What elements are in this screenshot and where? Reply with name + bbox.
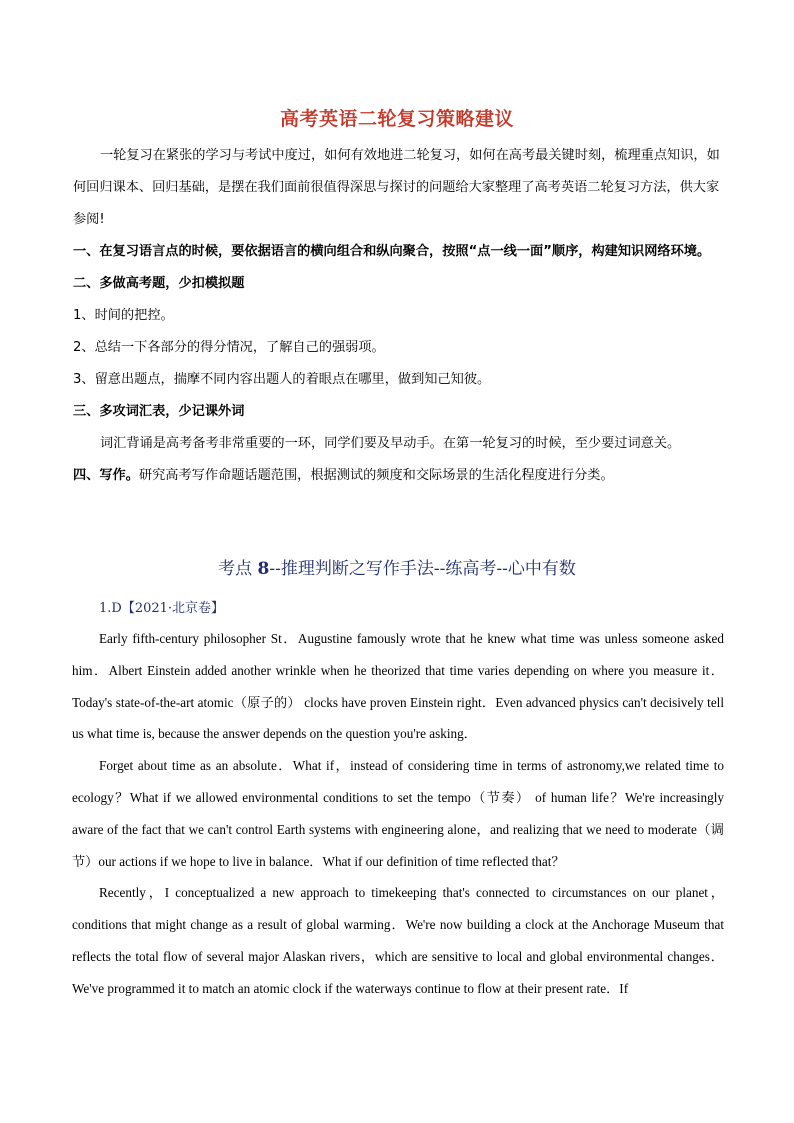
section-heading [0,554,794,579]
strategy-body [73,140,721,492]
section-title: --推理判断之写作手法--练高考--心中有数 [269,559,576,579]
passage-paragraph-1: Early fifth-century philosopher St．Augustine famously wrote that he knew what time was unless someone asked him．Albert Einstein added another wrinkle when he theorized that time varies depending on where you measure it．Today's state-of-the-art atomic（原子的） clocks have proven Einstein right．Even advanced physics can't decisively tell us what time is, because the answer depends on the question you're asking． [72,631,724,742]
point-four-label: 四、写作。 [73,468,139,483]
point-three-heading: 三、多攻词汇表，少记课外词 [73,404,245,419]
vocab-paragraph: 词汇背诵是高考备考非常重要的一环，同学们要及早动手。在第一轮复习的时候，至少要过词意关。 [100,436,681,451]
reading-passage [72,623,724,1005]
intro-paragraph: 一轮复习在紧张的学习与考试中度过，如何有效地进二轮复习，如何在高考最关键时刻，梳理重点知识，如何回归课本、回归基础，是摆在我们面前很值得深思与探讨的问题给大家整理了高考英语二轮复习方法，供大家参阅! [73,148,720,227]
point-two-heading: 二、多做高考题，少扣模拟题 [73,276,245,291]
point-one-heading: 一、在复习语言点的时候，要依据语言的横向组合和纵向聚合，按照“点一线一面”顺序，构建知识网络环境。 [73,244,711,259]
question-number: 1.D [99,601,122,616]
section-number: 8 [257,559,270,579]
passage-paragraph-3: Recently，I conceptualized a new approach to timekeeping that's connected to circumstances on our planet，conditions that might change as a result of global warming．We're now building a clock at the Anchorage Museum that reflects the total flow of several major Alaskan rivers，which are sensitive to local and global environmental changes．We've programmed it to match an atomic clock if the waterways continue to flow at their present rate．If [72,885,724,996]
question-source: 【2021·北京卷】 [121,601,225,616]
list-item-1: 1、时间的把控。 [73,308,174,323]
list-item-3: 3、留意出题点，揣摩不同内容出题人的着眼点在哪里，做到知己知彼。 [73,372,491,387]
section-prefix: 考点 [218,559,253,579]
point-four-text: 研究高考写作命题话题范围，根据测试的频度和交际场景的生活化程度进行分类。 [138,468,614,483]
list-item-2: 2、总结一下各部分的得分情况，了解自己的强弱项。 [73,340,385,355]
passage-paragraph-2: Forget about time as an absolute．What if，instead of considering time in terms of astronomy,we related time to ecology？What if we allowed environmental conditions to set the tempo（节奏） of human life？We're increasingly aware of the fact that we can't control Earth systems with engineering alone，and realizing that we need to moderate（调节）our actions if we hope to live in balance．What if our definition of time reflected that？ [72,758,724,869]
document-title: 高考英语二轮复习策略建议 [279,108,514,130]
question-reference [99,597,224,616]
point-four [73,460,721,492]
